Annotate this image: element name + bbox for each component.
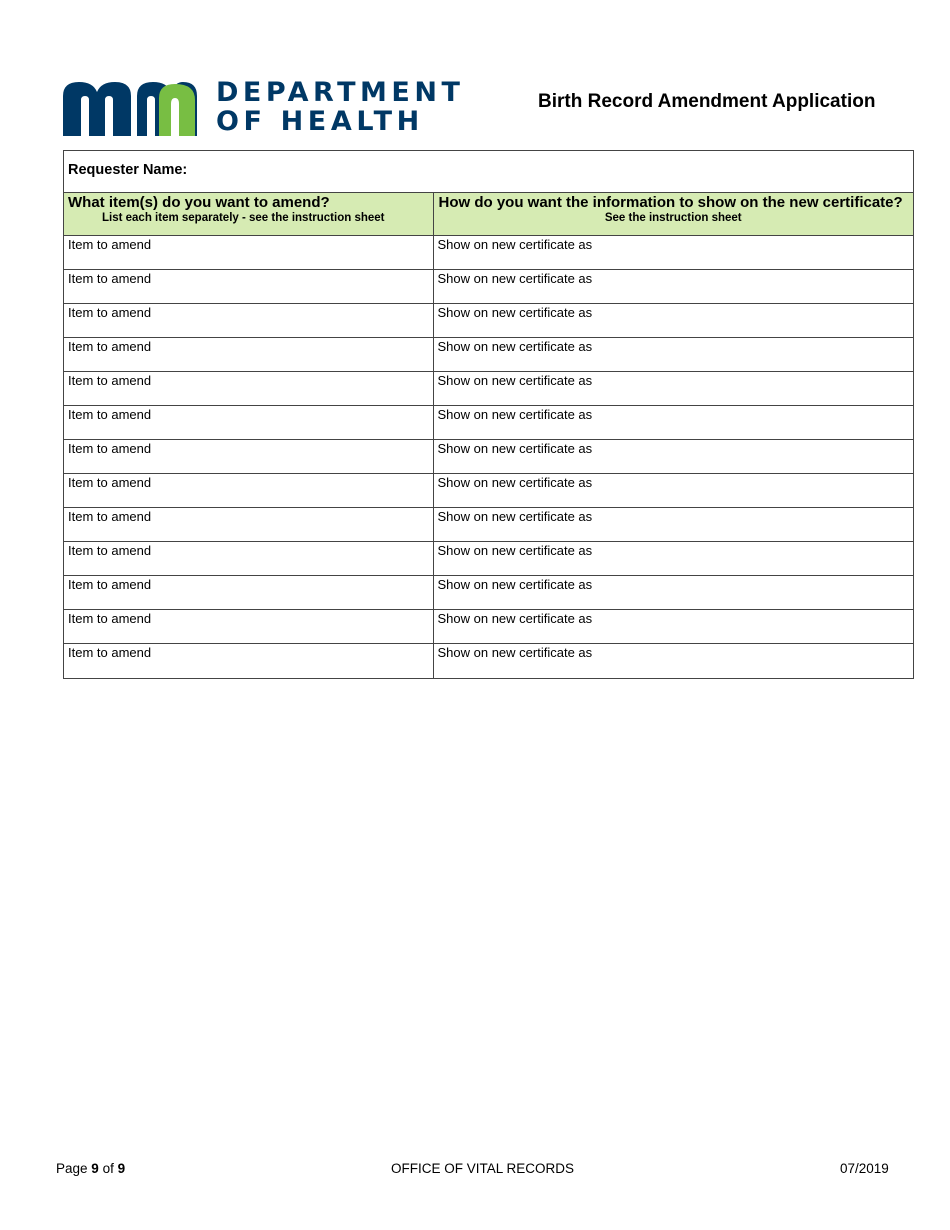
show-as-field[interactable] [433,474,913,508]
item-to-amend-field[interactable] [64,372,433,406]
item-to-amend-field[interactable] [64,474,433,508]
column-header-title: How do you want the information to show on the new certificate? [438,194,903,211]
show-as-field[interactable] [433,440,913,474]
item-to-amend-label: Item to amend [68,475,152,490]
item-to-amend-label: Item to amend [68,271,152,286]
item-to-amend-label: Item to amend [68,611,152,626]
item-to-amend-label: Item to amend [68,441,152,456]
show-as-field[interactable] [433,406,913,440]
item-to-amend-label: Item to amend [68,373,152,388]
table-header-row [64,193,913,236]
item-to-amend-label: Item to amend [68,339,152,354]
show-as-label: Show on new certificate as [437,475,593,490]
page-of: of [102,1161,114,1176]
table-row [64,270,913,304]
show-as-label: Show on new certificate as [437,441,593,456]
show-as-field[interactable] [433,236,913,270]
page-number [56,1161,125,1176]
item-to-amend-field[interactable] [64,236,433,270]
column-header-subtitle: List each item separately - see the instruction sheet [102,212,385,224]
show-as-field[interactable] [433,270,913,304]
table-row [64,440,913,474]
show-as-field[interactable] [433,338,913,372]
table-row [64,610,913,644]
show-as-label: Show on new certificate as [437,407,593,422]
page-word: Page [56,1161,88,1176]
table-row [64,474,913,508]
item-to-amend-label: Item to amend [68,543,152,558]
show-as-label: Show on new certificate as [437,305,593,320]
show-as-label: Show on new certificate as [437,645,593,660]
amendment-form [63,150,914,679]
show-as-field[interactable] [433,304,913,338]
item-to-amend-label: Item to amend [68,577,152,592]
table-row [64,236,913,270]
mn-logo-mark-icon [63,78,203,138]
show-as-field[interactable] [433,644,913,678]
requester-name-field[interactable] [64,151,913,193]
show-as-label: Show on new certificate as [437,577,593,592]
table-row [64,644,913,678]
requester-name-label: Requester Name: [68,162,188,178]
show-as-field[interactable] [433,508,913,542]
show-as-field[interactable] [433,542,913,576]
item-to-amend-field[interactable] [64,576,433,610]
show-as-label: Show on new certificate as [437,611,593,626]
show-as-label: Show on new certificate as [437,237,593,252]
column-header-item [64,193,433,236]
show-as-field[interactable] [433,372,913,406]
item-to-amend-field[interactable] [64,644,433,678]
item-to-amend-field[interactable] [64,304,433,338]
show-as-field[interactable] [433,610,913,644]
table-row [64,304,913,338]
item-to-amend-field[interactable] [64,508,433,542]
item-to-amend-label: Item to amend [68,237,152,252]
item-to-amend-field[interactable] [64,440,433,474]
item-to-amend-field[interactable] [64,542,433,576]
table-row [64,372,913,406]
revision-date: 07/2019 [840,1161,889,1176]
item-to-amend-label: Item to amend [68,407,152,422]
logo-line-1: DEPARTMENT [216,77,465,108]
page-current: 9 [91,1161,99,1176]
item-to-amend-label: Item to amend [68,509,152,524]
table-row [64,508,913,542]
item-to-amend-field[interactable] [64,338,433,372]
show-as-label: Show on new certificate as [437,271,593,286]
table-row [64,338,913,372]
item-to-amend-label: Item to amend [68,305,152,320]
item-to-amend-label: Item to amend [68,645,152,660]
logo-line-2: OF HEALTH [216,106,424,137]
item-to-amend-field[interactable] [64,610,433,644]
logo-wordmark [216,78,464,136]
show-as-label: Show on new certificate as [437,373,593,388]
column-header-title: What item(s) do you want to amend? [68,194,330,211]
show-as-field[interactable] [433,576,913,610]
item-to-amend-field[interactable] [64,406,433,440]
table-row [64,576,913,610]
show-as-label: Show on new certificate as [437,509,593,524]
office-name: OFFICE OF VITAL RECORDS [391,1161,575,1176]
page-total: 9 [117,1161,126,1176]
column-header-subtitle: See the instruction sheet [604,212,742,224]
column-header-show-as [433,193,913,236]
item-to-amend-field[interactable] [64,270,433,304]
amendment-table [64,193,913,678]
table-row [64,406,913,440]
show-as-label: Show on new certificate as [437,543,593,558]
show-as-label: Show on new certificate as [437,339,593,354]
table-row [64,542,913,576]
mdh-logo [63,78,463,140]
document-title: Birth Record Amendment Application [538,91,876,112]
